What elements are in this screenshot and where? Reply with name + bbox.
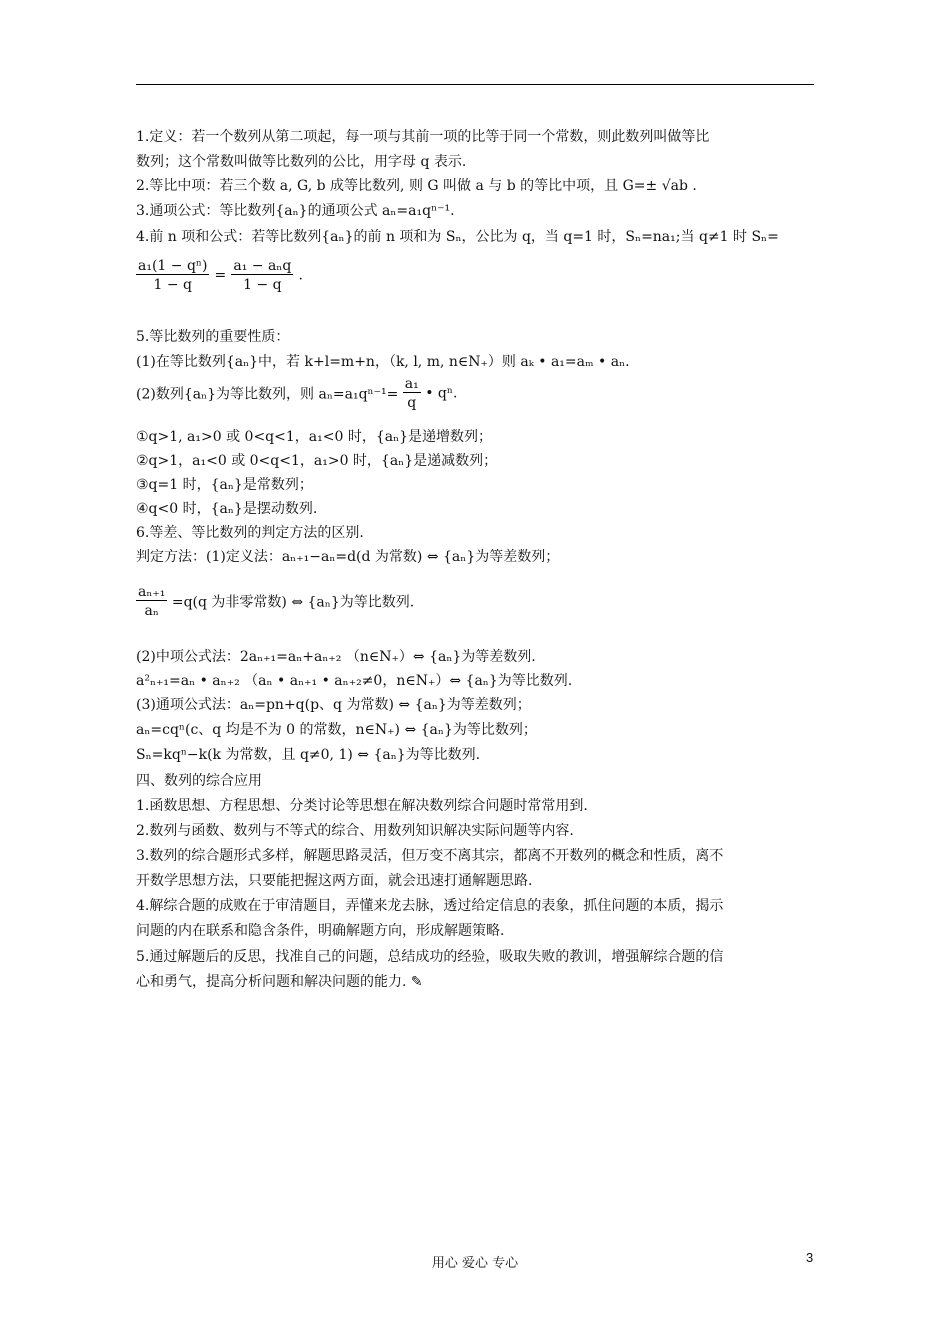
text-line: 3.通项公式：等比数列{aₙ}的通项公式 aₙ=a₁qⁿ⁻¹. [136,203,455,219]
text-line: 1.定义：若一个数列从第二项起，每一项与其前一项的比等于同一个常数，则此数列叫做等比 [136,129,710,145]
text-line: 5.等比数列的重要性质： [136,329,290,345]
text-line: 数列；这个常数叫做等比数列的公比，用字母 q 表示. [136,154,467,170]
text-line: ④q<0 时，{aₙ}是摆动数列. [136,501,318,517]
text-line: 4.前 n 项和公式：若等比数列{aₙ}的前 n 项和为 Sₙ，公比为 q，当 q=1 时，Sₙ=na₁;当 q≠1 时 Sₙ= [136,229,779,245]
formula-text: =q(q 为非零常数) ⇔ {aₙ}为等比数列. [171,594,415,611]
text-line: 判定方法：(1)定义法：aₙ₊₁−aₙ=d(d 为常数) ⇔ {aₙ}为等差数列； [136,549,560,565]
numerator: a₁(1 − qⁿ) [138,258,208,274]
text-line: Sₙ=kqⁿ−k(k 为常数，且 q≠0, 1) ⇔ {aₙ}为等比数列. [136,747,481,763]
text-line: 问题的内在联系和隐含条件，明确解题方向，形成解题策略. [136,923,505,939]
numerator: a₁ − aₙq [233,258,292,274]
text-line: (2)中项公式法：2aₙ₊₁=aₙ+aₙ₊₂ （n∈N₊）⇔ {aₙ}为等差数列. [136,649,536,665]
text-line: 3.数列的综合题形式多样，解题思路灵活，但万变不离其宗，都离不开数列的概念和性质，离不 [136,848,724,864]
period: . [298,267,303,284]
denominator: 1 − q [136,274,209,293]
text-line: 心和勇气，提高分析问题和解决问题的能力. ✎ [136,974,423,990]
denominator: 1 − q [231,274,293,293]
header-rule [136,84,814,85]
sum-formula [136,258,303,293]
text-line: 5.通过解题后的反思，找准自己的问题，总结成功的经验，吸取失败的教训，增强解综合题的信 [136,949,724,965]
text-line: ②q>1，a₁<0 或 0<q<1，a₁>0 时，{aₙ}是递减数列； [136,453,498,469]
property-formula [136,376,457,411]
ratio-formula [136,584,414,619]
denominator: aₙ [136,600,167,619]
text-line: 4.解综合题的成败在于审清题目，弄懂来龙去脉，透过给定信息的表象，抓住问题的本质，揭示 [136,898,724,914]
equals-sign: = [214,267,227,284]
fraction [136,584,167,619]
numerator: a₁ [404,376,419,392]
denominator: q [403,392,421,411]
text-line: ①q>1, a₁>0 或 0<q<1，a₁<0 时，{aₙ}是递增数列； [136,429,493,445]
text-line: 6.等差、等比数列的判定方法的区别. [136,525,364,541]
formula-text: (2)数列{aₙ}为等比数列，则 aₙ=a₁qⁿ⁻¹= [136,386,399,403]
text-line: aₙ=cqⁿ(c、q 均是不为 0 的常数，n∈N₊) ⇔ {aₙ}为等比数列； [136,722,537,738]
fraction [136,258,209,293]
fraction [403,376,421,411]
text-line: a²ₙ₊₁=aₙ • aₙ₊₂ （aₙ • aₙ₊₁ • aₙ₊₂≠0，n∈N₊）⇔ {aₙ}为等比数列. [136,673,573,689]
numerator: aₙ₊₁ [138,584,166,600]
text-line: (1)在等比数列{aₙ}中，若 k+l=m+n，（k, l, m, n∈N₊）则 aₖ • a₁=aₘ • aₙ. [136,354,630,370]
text-line: 开数学思想方法，只要能把握这两方面，就会迅速打通解题思路. [136,873,533,889]
section-heading: 四、数列的综合应用 [136,773,262,789]
text-line: ③q=1 时，{aₙ}是常数列； [136,477,313,493]
text-line: (3)通项公式法：aₙ=pn+q(p、q 为常数) ⇔ {aₙ}为等差数列； [136,697,531,713]
page-number: 3 [806,1250,814,1265]
footer-text: 用心 爱心 专心 [431,1256,519,1271]
formula-text: • qⁿ. [425,385,458,402]
text-line: 2.数列与函数、数列与不等式的综合、用数列知识解决实际问题等内容. [136,823,574,839]
text-line: 1.函数思想、方程思想、分类讨论等思想在解决数列综合问题时常常用到. [136,798,588,814]
text-line: 2.等比中项：若三个数 a, G, b 成等比数列, 则 G 叫做 a 与 b 的等比中项，且 G=± √ab . [136,178,697,194]
fraction [231,258,293,293]
